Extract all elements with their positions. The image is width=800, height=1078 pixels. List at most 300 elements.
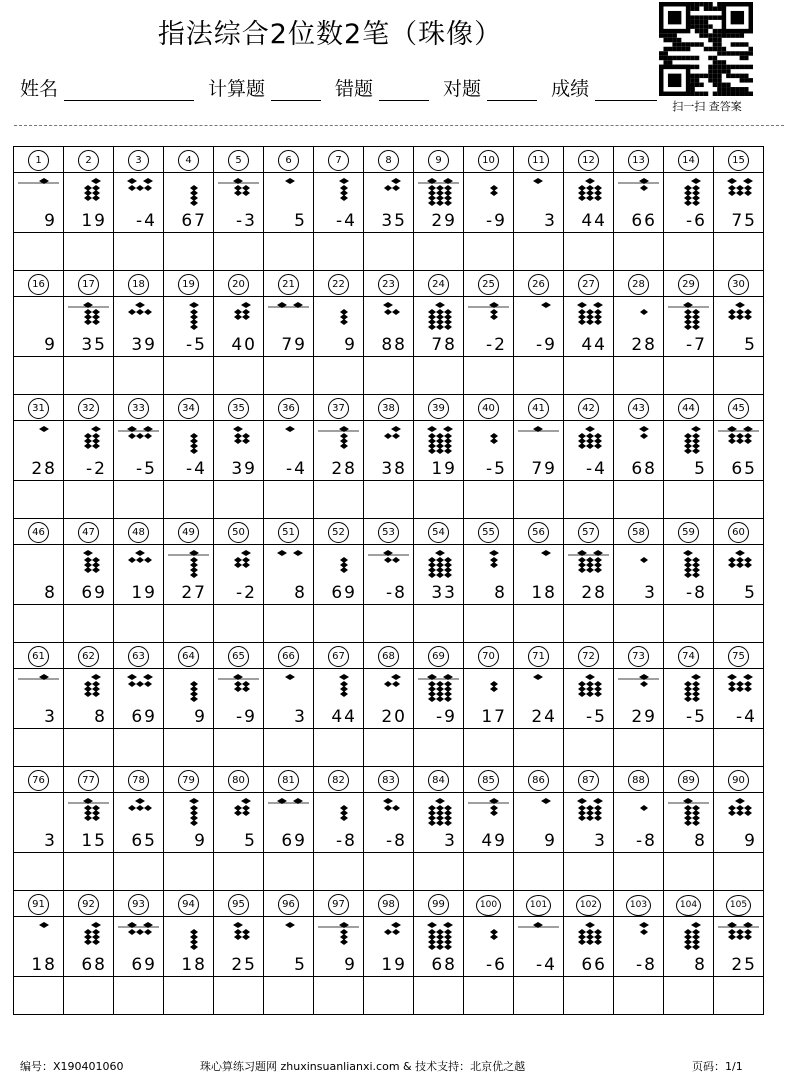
answer-cell[interactable] bbox=[364, 481, 414, 519]
answer-cell[interactable] bbox=[514, 853, 564, 891]
answer-cell[interactable] bbox=[364, 233, 414, 271]
problem-value: 8 bbox=[694, 831, 707, 851]
answer-cell[interactable] bbox=[114, 853, 164, 891]
problem-value: 8 bbox=[694, 955, 707, 975]
name-field[interactable] bbox=[64, 80, 194, 101]
answer-cell[interactable] bbox=[714, 357, 764, 395]
problem-number: 34 bbox=[178, 398, 199, 419]
problem-number: 37 bbox=[328, 398, 349, 419]
problem-value: 69 bbox=[331, 583, 357, 603]
problem-number: 85 bbox=[478, 770, 499, 791]
abacus-bead-image bbox=[14, 672, 63, 706]
answer-cell[interactable] bbox=[14, 605, 64, 643]
answer-cell[interactable] bbox=[714, 729, 764, 767]
problem-cell bbox=[514, 793, 564, 853]
abacus-bead-image bbox=[14, 920, 63, 954]
problem-value: 9 bbox=[344, 335, 357, 355]
problem-cell bbox=[314, 793, 364, 853]
answer-cell[interactable] bbox=[214, 729, 264, 767]
abacus-bead-image bbox=[564, 920, 613, 954]
answer-cell[interactable] bbox=[164, 977, 214, 1015]
answer-cell[interactable] bbox=[414, 481, 464, 519]
problem-number: 19 bbox=[178, 274, 199, 295]
problem-cell bbox=[264, 917, 314, 977]
abacus-bead-image bbox=[364, 548, 413, 582]
answer-cell[interactable] bbox=[614, 729, 664, 767]
problem-value: -9 bbox=[436, 707, 457, 727]
abacus-bead-image bbox=[214, 424, 263, 458]
problem-cell bbox=[414, 421, 464, 481]
abacus-bead-image bbox=[414, 548, 463, 582]
problem-value: -6 bbox=[686, 211, 707, 231]
footer-page: 页码：1/1 bbox=[692, 1060, 743, 1073]
problem-number: 42 bbox=[578, 398, 599, 419]
answer-cell[interactable] bbox=[114, 357, 164, 395]
problem-value: 69 bbox=[81, 583, 107, 603]
problem-number: 9 bbox=[428, 150, 449, 171]
problem-value: -8 bbox=[636, 955, 657, 975]
problem-cell bbox=[564, 421, 614, 481]
problem-number: 64 bbox=[178, 646, 199, 667]
problem-value: 8 bbox=[44, 583, 57, 603]
name-label: 姓名 bbox=[20, 78, 59, 100]
answer-cell[interactable] bbox=[314, 357, 364, 395]
answer-cell[interactable] bbox=[14, 977, 64, 1015]
answer-cell[interactable] bbox=[264, 729, 314, 767]
problem-cell bbox=[514, 917, 564, 977]
problem-cell bbox=[14, 545, 64, 605]
answer-cell[interactable] bbox=[164, 233, 214, 271]
problem-cell bbox=[514, 297, 564, 357]
problem-number: 100 bbox=[476, 895, 501, 916]
problem-value: 27 bbox=[181, 583, 207, 603]
problem-value: 88 bbox=[381, 335, 407, 355]
answer-cell[interactable] bbox=[264, 853, 314, 891]
problem-value: -5 bbox=[586, 707, 607, 727]
answer-cell[interactable] bbox=[264, 481, 314, 519]
problem-value: 5 bbox=[744, 335, 757, 355]
answer-cell[interactable] bbox=[564, 605, 614, 643]
problem-value: 68 bbox=[431, 955, 457, 975]
answer-cell[interactable] bbox=[514, 357, 564, 395]
qr-code[interactable] bbox=[657, 2, 755, 96]
problem-value: 44 bbox=[581, 211, 607, 231]
problem-cell bbox=[664, 421, 714, 481]
answer-cell[interactable] bbox=[314, 853, 364, 891]
abacus-bead-image bbox=[314, 176, 363, 210]
problem-number: 55 bbox=[478, 522, 499, 543]
abacus-bead-image bbox=[664, 796, 713, 830]
answer-cell[interactable] bbox=[464, 729, 514, 767]
answer-cell[interactable] bbox=[214, 357, 264, 395]
abacus-bead-image bbox=[264, 796, 313, 830]
abacus-bead-image bbox=[464, 920, 513, 954]
answer-cell[interactable] bbox=[364, 729, 414, 767]
answer-cell[interactable] bbox=[214, 605, 264, 643]
problem-number: 51 bbox=[278, 522, 299, 543]
problem-cell bbox=[464, 669, 514, 729]
problem-number: 84 bbox=[428, 770, 449, 791]
problem-number: 31 bbox=[28, 398, 49, 419]
problem-value: -9 bbox=[236, 707, 257, 727]
answer-cell[interactable] bbox=[64, 977, 114, 1015]
abacus-bead-image bbox=[614, 672, 663, 706]
answer-cell[interactable] bbox=[264, 357, 314, 395]
problem-value: 3 bbox=[444, 831, 457, 851]
abacus-bead-image bbox=[564, 796, 613, 830]
problem-cell bbox=[364, 545, 414, 605]
answer-cell[interactable] bbox=[514, 977, 564, 1015]
abacus-bead-image bbox=[414, 920, 463, 954]
answer-cell[interactable] bbox=[614, 481, 664, 519]
abacus-bead-image bbox=[264, 672, 313, 706]
abacus-bead-image bbox=[364, 424, 413, 458]
problem-cell bbox=[164, 917, 214, 977]
answer-cell[interactable] bbox=[514, 233, 564, 271]
problem-number: 1 bbox=[28, 150, 49, 171]
answer-cell[interactable] bbox=[164, 605, 214, 643]
problem-cell bbox=[364, 421, 414, 481]
problem-cell bbox=[664, 297, 714, 357]
problem-value: 79 bbox=[531, 459, 557, 479]
problem-number: 16 bbox=[28, 274, 49, 295]
answer-cell[interactable] bbox=[214, 481, 264, 519]
problem-value: -3 bbox=[236, 211, 257, 231]
problem-cell bbox=[414, 545, 464, 605]
answer-cell[interactable] bbox=[564, 357, 614, 395]
abacus-bead-image bbox=[464, 548, 513, 582]
problem-cell bbox=[664, 545, 714, 605]
problem-cell bbox=[114, 173, 164, 233]
problem-cell bbox=[64, 917, 114, 977]
answer-cell[interactable] bbox=[414, 233, 464, 271]
answer-cell[interactable] bbox=[114, 233, 164, 271]
problem-cell bbox=[264, 545, 314, 605]
problem-cell bbox=[564, 297, 614, 357]
problem-number: 47 bbox=[78, 522, 99, 543]
problem-number: 52 bbox=[328, 522, 349, 543]
answer-cell[interactable] bbox=[464, 605, 514, 643]
problem-value: 66 bbox=[631, 211, 657, 231]
abacus-bead-image bbox=[464, 300, 513, 334]
abacus-bead-image bbox=[164, 796, 213, 830]
answer-cell[interactable] bbox=[614, 605, 664, 643]
problem-number: 33 bbox=[128, 398, 149, 419]
answer-cell[interactable] bbox=[64, 605, 114, 643]
answer-cell[interactable] bbox=[664, 977, 714, 1015]
answer-cell[interactable] bbox=[564, 481, 614, 519]
answer-cell[interactable] bbox=[314, 481, 364, 519]
problem-number: 26 bbox=[528, 274, 549, 295]
dashed-divider bbox=[14, 125, 784, 126]
answer-cell[interactable] bbox=[614, 977, 664, 1015]
answer-cell[interactable] bbox=[664, 853, 714, 891]
answer-cell[interactable] bbox=[64, 729, 114, 767]
abacus-bead-image bbox=[514, 176, 563, 210]
answer-cell[interactable] bbox=[114, 729, 164, 767]
problem-value: 78 bbox=[431, 335, 457, 355]
problem-cell bbox=[564, 669, 614, 729]
problem-cell bbox=[114, 669, 164, 729]
abacus-bead-image bbox=[14, 548, 63, 582]
abacus-bead-image bbox=[214, 796, 263, 830]
problem-cell bbox=[164, 173, 214, 233]
problem-value: 65 bbox=[731, 459, 757, 479]
score-field[interactable] bbox=[595, 80, 657, 101]
abacus-bead-image bbox=[464, 176, 513, 210]
problem-value: 25 bbox=[231, 955, 257, 975]
abacus-bead-image bbox=[214, 176, 263, 210]
answer-cell[interactable] bbox=[664, 729, 714, 767]
abacus-bead-image bbox=[314, 548, 363, 582]
answer-cell[interactable] bbox=[164, 357, 214, 395]
answer-cell[interactable] bbox=[514, 481, 564, 519]
abacus-bead-image bbox=[564, 548, 613, 582]
problem-number: 69 bbox=[428, 646, 449, 667]
problem-value: -5 bbox=[136, 459, 157, 479]
answer-cell[interactable] bbox=[114, 977, 164, 1015]
abacus-bead-image bbox=[114, 300, 163, 334]
problem-number: 48 bbox=[128, 522, 149, 543]
abacus-bead-image bbox=[714, 300, 763, 334]
answer-cell[interactable] bbox=[614, 357, 664, 395]
answer-cell[interactable] bbox=[614, 233, 664, 271]
answer-cell[interactable] bbox=[114, 605, 164, 643]
abacus-bead-image bbox=[214, 300, 263, 334]
problem-number: 102 bbox=[576, 895, 601, 916]
answer-cell[interactable] bbox=[464, 977, 514, 1015]
problem-value: -8 bbox=[686, 583, 707, 603]
answer-cell[interactable] bbox=[414, 605, 464, 643]
problem-number: 49 bbox=[178, 522, 199, 543]
problem-cell bbox=[514, 173, 564, 233]
abacus-bead-image bbox=[664, 424, 713, 458]
answer-cell[interactable] bbox=[264, 977, 314, 1015]
answer-cell[interactable] bbox=[464, 481, 514, 519]
answer-cell[interactable] bbox=[264, 233, 314, 271]
answer-cell[interactable] bbox=[664, 481, 714, 519]
right-count-label: 对题 bbox=[443, 78, 482, 100]
abacus-bead-image bbox=[64, 672, 113, 706]
problem-cell bbox=[114, 421, 164, 481]
problem-value: 8 bbox=[494, 583, 507, 603]
problem-number: 6 bbox=[278, 150, 299, 171]
problem-cell bbox=[464, 297, 514, 357]
abacus-bead-image bbox=[514, 920, 563, 954]
problem-value: 19 bbox=[381, 955, 407, 975]
problem-cell bbox=[314, 917, 364, 977]
calc-count-field[interactable] bbox=[271, 80, 321, 101]
problem-value: 9 bbox=[194, 831, 207, 851]
problem-cell bbox=[364, 297, 414, 357]
problem-number: 65 bbox=[228, 646, 249, 667]
abacus-bead-image bbox=[14, 176, 63, 210]
problem-number: 13 bbox=[628, 150, 649, 171]
answer-cell[interactable] bbox=[14, 729, 64, 767]
problem-value: 44 bbox=[331, 707, 357, 727]
abacus-bead-image bbox=[164, 920, 213, 954]
abacus-bead-image bbox=[164, 672, 213, 706]
answer-cell[interactable] bbox=[64, 481, 114, 519]
problem-cell bbox=[614, 297, 664, 357]
answer-cell[interactable] bbox=[464, 233, 514, 271]
problem-number: 72 bbox=[578, 646, 599, 667]
answer-cell[interactable] bbox=[414, 729, 464, 767]
problem-number: 105 bbox=[726, 895, 751, 916]
answer-cell[interactable] bbox=[364, 605, 414, 643]
problem-number: 97 bbox=[328, 894, 349, 915]
answer-cell[interactable] bbox=[164, 853, 214, 891]
problem-number: 71 bbox=[528, 646, 549, 667]
abacus-bead-image bbox=[464, 672, 513, 706]
answer-cell[interactable] bbox=[514, 605, 564, 643]
right-count-field[interactable] bbox=[487, 80, 537, 101]
problem-value: -4 bbox=[536, 955, 557, 975]
answer-cell[interactable] bbox=[664, 357, 714, 395]
problem-value: 69 bbox=[131, 707, 157, 727]
problem-number: 66 bbox=[278, 646, 299, 667]
answer-cell[interactable] bbox=[364, 853, 414, 891]
problem-number: 23 bbox=[378, 274, 399, 295]
problem-value: -4 bbox=[136, 211, 157, 231]
problem-value: -2 bbox=[236, 583, 257, 603]
answer-cell[interactable] bbox=[64, 233, 114, 271]
problem-number: 91 bbox=[28, 894, 49, 915]
answer-cell[interactable] bbox=[264, 605, 314, 643]
problem-cell bbox=[314, 173, 364, 233]
answer-cell[interactable] bbox=[14, 357, 64, 395]
answer-cell[interactable] bbox=[664, 605, 714, 643]
problem-value: -4 bbox=[586, 459, 607, 479]
answer-cell[interactable] bbox=[14, 853, 64, 891]
problem-cell bbox=[514, 421, 564, 481]
answer-cell[interactable] bbox=[14, 481, 64, 519]
problem-number: 81 bbox=[278, 770, 299, 791]
problem-number: 38 bbox=[378, 398, 399, 419]
problem-value: -7 bbox=[686, 335, 707, 355]
answer-cell[interactable] bbox=[64, 357, 114, 395]
footer-site: 珠心算练习题网 zhuxinsuanlianxi.com & 技术支持：北京优之越 bbox=[200, 1060, 526, 1073]
answer-cell[interactable] bbox=[114, 481, 164, 519]
abacus-bead-image bbox=[14, 424, 63, 458]
problem-number: 67 bbox=[328, 646, 349, 667]
abacus-bead-image bbox=[264, 176, 313, 210]
answer-cell[interactable] bbox=[214, 233, 264, 271]
abacus-bead-image bbox=[514, 300, 563, 334]
abacus-bead-image bbox=[614, 796, 663, 830]
answer-cell[interactable] bbox=[714, 977, 764, 1015]
answer-cell[interactable] bbox=[364, 357, 414, 395]
abacus-bead-image bbox=[314, 300, 363, 334]
answer-cell[interactable] bbox=[614, 853, 664, 891]
answer-cell[interactable] bbox=[464, 853, 514, 891]
answer-cell[interactable] bbox=[164, 729, 214, 767]
answer-cell[interactable] bbox=[14, 233, 64, 271]
problem-number: 27 bbox=[578, 274, 599, 295]
problem-cell bbox=[714, 669, 764, 729]
problem-value: -8 bbox=[636, 831, 657, 851]
problem-cell bbox=[614, 545, 664, 605]
answer-cell[interactable] bbox=[564, 233, 614, 271]
answer-cell[interactable] bbox=[414, 357, 464, 395]
problem-number: 59 bbox=[678, 522, 699, 543]
abacus-bead-image bbox=[564, 424, 613, 458]
answer-cell[interactable] bbox=[314, 605, 364, 643]
problem-number: 79 bbox=[178, 770, 199, 791]
answer-cell[interactable] bbox=[214, 977, 264, 1015]
problem-number: 45 bbox=[728, 398, 749, 419]
problem-cell bbox=[414, 917, 464, 977]
abacus-bead-image bbox=[314, 796, 363, 830]
answer-cell[interactable] bbox=[414, 977, 464, 1015]
answer-cell[interactable] bbox=[364, 977, 414, 1015]
answer-cell[interactable] bbox=[314, 977, 364, 1015]
problem-number: 86 bbox=[528, 770, 549, 791]
answer-cell[interactable] bbox=[564, 729, 614, 767]
abacus-bead-image bbox=[164, 548, 213, 582]
abacus-bead-image bbox=[564, 300, 613, 334]
worksheet-title: 指法综合2位数2笔（珠像） bbox=[157, 19, 503, 50]
wrong-count-field[interactable] bbox=[379, 80, 429, 101]
answer-cell[interactable] bbox=[64, 853, 114, 891]
problem-cell bbox=[614, 793, 664, 853]
problem-number: 36 bbox=[278, 398, 299, 419]
abacus-bead-image bbox=[614, 300, 663, 334]
answer-cell[interactable] bbox=[664, 233, 714, 271]
problem-number: 22 bbox=[328, 274, 349, 295]
problem-number: 62 bbox=[78, 646, 99, 667]
problem-cell bbox=[714, 917, 764, 977]
problem-number: 28 bbox=[628, 274, 649, 295]
answer-cell[interactable] bbox=[564, 977, 614, 1015]
answer-cell[interactable] bbox=[714, 853, 764, 891]
problem-number: 56 bbox=[528, 522, 549, 543]
answer-cell[interactable] bbox=[714, 481, 764, 519]
problem-number: 8 bbox=[378, 150, 399, 171]
problem-cell bbox=[364, 917, 414, 977]
abacus-bead-image bbox=[64, 300, 113, 334]
answer-cell[interactable] bbox=[714, 233, 764, 271]
answer-cell[interactable] bbox=[214, 853, 264, 891]
problem-number: 12 bbox=[578, 150, 599, 171]
problem-value: -8 bbox=[336, 831, 357, 851]
abacus-bead-image bbox=[464, 796, 513, 830]
problem-value: -4 bbox=[336, 211, 357, 231]
answer-cell[interactable] bbox=[464, 357, 514, 395]
problem-value: -5 bbox=[686, 707, 707, 727]
answer-cell[interactable] bbox=[314, 729, 364, 767]
answer-cell[interactable] bbox=[164, 481, 214, 519]
answer-cell[interactable] bbox=[514, 729, 564, 767]
answer-cell[interactable] bbox=[314, 233, 364, 271]
answer-cell[interactable] bbox=[714, 605, 764, 643]
problem-number: 92 bbox=[78, 894, 99, 915]
problem-number: 104 bbox=[676, 895, 701, 916]
problem-value: 29 bbox=[431, 211, 457, 231]
problem-value: -8 bbox=[386, 831, 407, 851]
problem-value: 18 bbox=[531, 583, 557, 603]
problem-number: 32 bbox=[78, 398, 99, 419]
abacus-bead-image bbox=[264, 424, 313, 458]
abacus-bead-image bbox=[64, 796, 113, 830]
problem-number: 73 bbox=[628, 646, 649, 667]
problem-cell bbox=[314, 669, 364, 729]
problem-number: 75 bbox=[728, 646, 749, 667]
abacus-bead-image bbox=[714, 548, 763, 582]
answer-cell[interactable] bbox=[414, 853, 464, 891]
answer-cell[interactable] bbox=[564, 853, 614, 891]
problem-value: 69 bbox=[281, 831, 307, 851]
